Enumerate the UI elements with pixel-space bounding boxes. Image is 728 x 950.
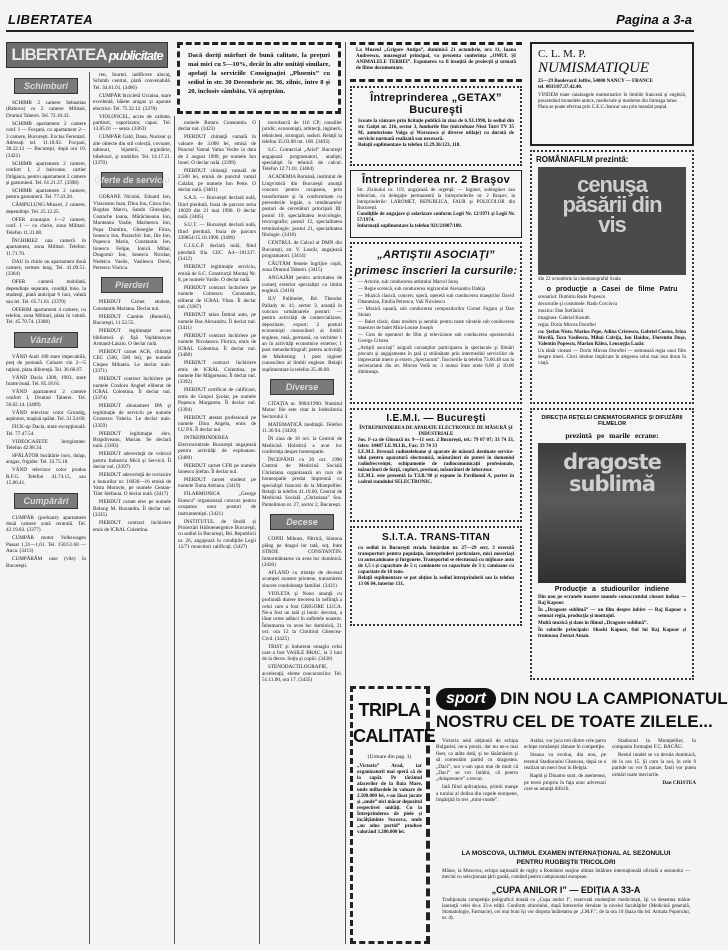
artistii-asociati-ad <box>350 242 522 404</box>
classified-ad: SCHIMB apartament 2 camere conf. I — Focşani, cu apartament 2—3 camere, Bucureşti. Exclus Ferentari. Adresaţi tel. 11.18.92. Focşani, 38.22.12 — Bucureşti, după ora 19. (3422) <box>6 120 86 159</box>
brasov-title: Întreprinderea nr. 2 Braşov <box>361 174 511 186</box>
classified-ad: CITAŢIA nr. 9864/1990. Numitul Motoc Ilie este citat la Judecătoria Sectorului 3. <box>262 401 342 420</box>
classified-ad: STENODACTILOGRAFIE, acceleraţii, eleme concursurilor. Tel. 51.11.00, ora 17. (3435) <box>262 664 342 684</box>
masthead-title: LIBERTATEA <box>11 45 107 64</box>
tripla-continuation: (Urmare din pag. 1) <box>367 754 412 760</box>
numismatique-address: 25—29 Boulevard Joffre, 54000 NANCY — FRANCE <box>538 79 653 84</box>
sport-paragraph: Iată fiind aplicaţiona, primii manşe a turului al doilea din cupele europene, împărţită în trei „mini-runde”. <box>436 784 518 804</box>
tripla-title-line1: TRIPLA <box>358 700 421 720</box>
film-credit: imaginea: Gabriel Kosuth <box>538 316 590 321</box>
film-blurb: Un tânăr cineast — Dorin Mircea Doroftei — semnează regia unui film despre tineri. Cinci destine implicate în alegerea celui mai bun drum în viaţă. <box>538 349 686 366</box>
sport-headline-line2: NOSTRU CEL DE TOATE ZILELE... <box>436 712 713 731</box>
film-title: cenuşa păsării din vis <box>562 172 662 237</box>
cupa-anilor-article <box>436 885 696 922</box>
brasov-body: Str. Zizinului nr. 119, angajează de urgenţă: — Inginer, subinginer sau tehnician, cu delegaţie permanentă la întreprinderile nr. 2 Braşov, la întreprinderile: LAROMET, REPUBLICA, FAUR şi POLICOLOR din Bucureşti. <box>357 188 515 211</box>
classified-ad: CUMPĂR bicicletă Ucraina, stare excelentă, băiete aragaz şi aparate electrice. Tel. 75.32.12. (3378) <box>93 92 171 112</box>
dragoste-body-line: În rolurile principale: Shashi Kapoor, fiul lui Raj Kapoor şi frumoasa Zeenat Aman. <box>538 628 686 639</box>
course-item: — Muzică clasică, concert, operă, operetă sub conducerea maeştrilor David Ohanesian, Emilia Petrescu, Vali Niculescu <box>358 294 514 305</box>
classified-ad: OFER cameră mobilată, dependinţe separate, condiţii bine, la studenţi, plată anticipat 6 luni, valută sau lei. Tel. 65.71.81. (3370) <box>6 279 86 305</box>
brasov-ad <box>350 170 522 238</box>
numismatique-ad <box>530 42 694 146</box>
masthead-subtitle: publicitate <box>108 47 163 63</box>
classified-ad: OFERIM apartament 4 camere, cu telefon, zona Militari, plata în valută. Tel. 45.70.74. (3368) <box>6 306 86 326</box>
classified-ad: PIERDUT adeverinţă de rovizuire a bonurilor nr. 16830—16 emisă de Vatra Moravie, pe numele Cenian-Tiler Stefania. O declar nulă. (3417) <box>93 472 171 498</box>
course-item: — Curs de operatori de film şi televiziune sub conducerea operatorului George Cristea <box>358 333 514 344</box>
film-production: o producţie a Casei de filme Patru <box>546 286 678 293</box>
course-item: — Muzică uşoară, sub conducerea compozitorilor Cornel Fugaru şi Dan Stoian <box>358 307 514 318</box>
iemi-title: I.E.M.I. — Bucureşti <box>386 413 486 424</box>
classified-ad: PIERDUT atestat profesional pe numele Dinu Angela, emis de I.U.P.S. Îl declar nul. <box>178 414 256 434</box>
film-credit: decorurile şi costumele: Radu Corciova <box>538 302 618 307</box>
rugby-subheadline: PENTRU RUGBIŞTII TRICOLORI <box>516 859 616 866</box>
phoenix-ad-text: Dacă doriţi mărfuri de bună calitate, la preţuri mai mici cu 5—10%, decât în alte unităţi similare, apelaţi la serviciile Consignaţiei „Phoenix” cu sediul în str. 30 Decembrie nr. 36, zilnic, între 8 şi 20, inclusiv sâmbăta. Vă aşteptăm. <box>188 52 330 95</box>
column-divider <box>345 42 346 944</box>
classified-ad: VIOLETA şi Nono anunţă cu profundă durere trecerea în nefiinţă a celui care a fost GRIGORE LUCA. Ne-a fost un tată şi bunic devotat, a lăsat urme adânci în sufletele noastre. Înhumarea va avea loc duminică, 21 oct. ora 12 la Cimitirul Ghencea-Civil. (3425) <box>262 590 342 642</box>
tripla-title-line2: CALITATE <box>353 726 436 746</box>
classified-ad: PIERDUT carnet elev pe numele Bolong M. Ruxandra. Îl declar nul. (3335) <box>93 499 171 519</box>
classified-ad: TRIST şi îndurerat omagiu celui care a fost VASILE BRAC, la 3 luni de la deces. Soţia şi copiii. (3436) <box>262 643 342 663</box>
classified-ad: CUMPĂR Gald, Dana, Nuclear şi alte obiecte din stil colecţii, covoare, tablouri, bijuterii, argintărie, bibelouri, şi mobilier. Tel. 14.17.21. (3370) <box>93 134 171 167</box>
getax-ad <box>350 86 522 166</box>
sport-signature: Dan CRISTEA <box>662 779 696 786</box>
rugby-article <box>436 850 696 881</box>
sport-column-3 <box>612 738 696 846</box>
sport-paragraph: Astăzi, vor juca trei dintre cele patru echipe româneşti rămase în competiţie. <box>524 738 606 751</box>
sport-paragraph: Stadionul la Montpellier, în compania formaţiei F.C. BACĂU. <box>612 738 696 751</box>
classified-ad: DAU în chirie un apartament două camere, termen lung. Tel. 41.09.51. (3364) <box>6 258 86 278</box>
classified-ad: morobarcă de 116 CP; consilier juridic, economişti, arhitecţi, inginerii, tehnicieni, strungari, sudori. Relaţii la telefon 35.03.08 int. 168. (3403) <box>262 120 342 146</box>
classified-ad: VÂND televizor color produs R.F.G. Telefon 41.74.15, sau 15.80.41. <box>6 467 86 487</box>
classified-ad: CĂUTĂM femeie îngrijire copil, zona Drumul Taberei. (3415) <box>262 260 342 274</box>
classified-ad: ÎN ziua de 18 oct. la Centrul de Medicină Holistică a avut loc conferinţa despre homeopatie. <box>262 436 342 456</box>
classified-ad: SPĂLĂTOR bucătărie inox, dulap, aragaz, frigider. Tel. 33.75.18. <box>6 453 86 466</box>
classified-ad: S.A.S. — Bucureşti declară nulă, fiind pierdută, foaia de parcurs seria 16039 din 21 mai 1990. O declar nulă. (3405) <box>178 195 256 221</box>
getax-body: Scoate la vânzare prin licitaţie publică în ziua de 6.XI.1990, la sediul din str. Gaiţei nr. 216, sector 3, fondurile fixe (microbuze Nissi Tatri TV 35 M, autoturisme Volga şi Warszawa şi diverse utilaje) cu durată de serviciu normată realizată sau necesară. <box>358 119 514 142</box>
numismatique-phone: tel. 0033/87.37.42.40. <box>538 85 583 90</box>
classified-ad: INTREPRINDEREA Electrocentrale Bucureşti angajează pentru activităţi de exploatare. (3400) <box>178 435 256 461</box>
classified-ad: ÎNCEPÂND cu 20 oct. 1990 Centrul de Medicină Socială Christiana organizează un curs de homeopatie predat împreună cu specialişti francezi de la Montpellier. Relaţii la telefon 41.10.60, Centrul de Medicină Socială „Christiana” Sos. Pantelimon nr. 27, sector 2, Bucureşti. <box>262 457 342 508</box>
classified-ad: PIERDUT chitanţă vamală de 2.500 lei, emisă de punctul vamal Calafat, pe numele Ion Petre. O declar nulă. (3401) <box>178 168 256 194</box>
sport-column-2 <box>524 738 606 846</box>
section-header-vanzari: Vânzări <box>14 332 78 348</box>
sport-paragraph: Victoria netă obţinută de echipa Bulgariei, ne-a prezis, dar nu ne-a mai fiset, ca atâta dată, şi ne lăsămăsim şi să comentăm partid cu dragostea. „Daci”, noi v-am spus mai de mult că „Daci” se vor întâlni, că pentru „doisprezece” a trecut. <box>436 738 518 783</box>
classified-ad: OFER avantajos 1—2 camere, conf. I — cu chirie, zona Militari. Telefon 11.31.08. <box>6 216 86 236</box>
sport-paragraph: Steaua va evolua, din nou, pe terenul Stadionului Ghencea, după ce a realizat un meci bun în Belgia. <box>524 752 606 772</box>
classified-ad: PIERDUT carnet student pe numele Toma Adriana. (3419) <box>178 477 256 490</box>
artistii-title: „ARTIŞTII ASOCIAŢI” <box>377 249 495 261</box>
getax-contact: Relaţii suplimentare la telefon 11.29.36/123, 118. <box>358 143 461 148</box>
rugby-headline: LA MOSCOVA, ULTIMUL EXAMEN INTERNAŢIONAL AL SEZONULUI <box>461 850 671 857</box>
classified-ad: PIERDUT contract închiriere emis de ICRAL Colentina. <box>93 520 171 533</box>
course-item: — Actorie, sub conducerea artistului Marcel Iureş <box>358 280 459 285</box>
classified-ad: PIERDUT contract închiriere pe numele Cobrescu Constantin, eliberat de ICRAL Vitan. Îl declar nul. (3387) <box>178 284 256 311</box>
iemi-address: Sos. F-ca de Glucoză nr. 9—11 sect. 2 Bucureşti, tel.: 79 07 07; 33 74 33, telex: 10487 I.E.M.I.B., Fax: 33 74 33 <box>358 438 514 449</box>
iemi-ad <box>350 408 522 522</box>
section-header-decese: Decese <box>270 514 334 530</box>
newspaper-name: LIBERTATEA <box>8 12 94 27</box>
classified-ad: PIERDUT contract închiriere pe numele Nicolaescu Florica, emis de ICRAL Colentina. Îl declar nul. (3408) <box>178 332 256 359</box>
trans-titan-contact: Relaţii suplimentare se pot obţine la sediul întreprinderii sau la telefon 13 06 84, interior 131. <box>358 576 514 587</box>
dragoste-film-title: dragoste sublimă <box>563 450 661 496</box>
dragoste-body-line: În „Dragoste sublimă” — un film despre iubire — Raj Kapoor a semnat regia, producţia şi montajul. <box>538 608 686 619</box>
dragoste-body-line: Din nou pe ecranele noastre numele consacratului cineast indian — Raj Kapoor. <box>538 595 686 606</box>
artistii-footer: „Artiştii asociaţi” asigură cursanţilor participarea la spectacole şi filmări precum şi angajamente în ţară şi străinătate prin intermediul serviciilor de impresariat intern şi extern „Spectacom”. Înscrierile la telefon 73.60.40 sau la secretariatul din str. Mircea Vodă nr. 3 numai între orele 8.00 şi 10.00 dimineaţa. <box>358 346 514 375</box>
classified-ad: PIERDUT Carnet student, Constantin Mariana. Declar nul. <box>93 299 171 312</box>
classified-ad: VÂND apartament 2 camere confort I, Drumul Taberei. Tel. 50.82.14. (3409) <box>6 388 86 408</box>
classified-ad: PIERDUT adeverinţă de vehicul pentru Industria Mică şi Servicii. Îl declar nul. (3397) <box>93 451 171 471</box>
sport-badge: sport <box>436 688 496 710</box>
tripla-body: „Victoria” Arad, iar organizatorii mai speră că de la capăt. Pe tărâmul afacerilor de la Baia Mare, unde miliardele în valoare de 2.500.000 lei, s-au lăsat jucate şi „unde” nici măcar depozitul respectivei unităţi. Cu la Întreprinderea de piele şi încălţăminte Suceava, unde „au adus partid” produse valorând 3.200.000 lei. <box>357 764 422 835</box>
rugby-cupa-block <box>436 850 696 946</box>
classified-ad: MATEMATICĂ meditaţii. Telefon 11.36.94. (3420) <box>262 421 342 435</box>
film-credit: regia: Dorin Mircea Doroftei <box>538 323 596 328</box>
classified-ad: INSTITUTUL de Studii şi Proiectări Hidroenergetice Bucureşti, cu sediul în Bucureşti, Bd. Republicii nr. 26, angajează în condiţiile Legii 12/71 muncitori calificaţi. (3427) <box>178 518 256 551</box>
classified-ad: GORANE Nicolai, Eduard Ion, Vlasceanu Ioan, Dinu Ion, Ciucu Ion, Bogdan Marcu, Sandu Gheorghe, Costache Ioana, Mărăcineanu Ion, Munteanu Vasile, Marinescu Ion, Popa Dumitru, Gheorghe Flora, Ionescu Ion, Paraschiv Ion, Ilie Ion, Popescu Marin, Constantin Ion, Ionescu Felipe, Ionică Mihai, Dragomir Ion, Ionescu Nicolae, Nedelcu Vasile, Vasilescu Dorel, Petrescu Viorica. <box>93 194 171 271</box>
antipa-museum-ad <box>350 42 522 82</box>
column-divider <box>259 120 260 944</box>
section-header-diverse: Diverse <box>270 379 334 395</box>
trans-titan-body: cu sediul în Bucureşti strada Smârdan nr. 27—29 sect. 3 execută transporturi pentru populaţie, întreprinderi particulare, mici meseriaşi cu autocamioane şi furgonete. Transportul se efectuează cu mijloace auto de 1,5 t şi capacitate de 5 t; camionete cu capacitate de 3 t; camioane cu capacitate de 10 tone. <box>358 546 514 575</box>
classified-ad: PIERDUT legitimaţie serviciu, emisă de S.C. Construcţii Montaj Nr. 8, pe numele Vasile. O declar nulă. <box>178 264 256 283</box>
classified-ad: CENTRUL de Calcul al DMN din Bucureşti, str. V. Lascăr, angajează programatori. (3414) <box>262 240 342 259</box>
numismatique-title: NUMISMATIQUE <box>538 60 650 76</box>
classified-ad: VÂND Dacia 1300, 1983, stare foarte bună. Tel. 85.18.61. <box>6 374 86 387</box>
classifieds-masthead <box>6 42 168 68</box>
phoenix-ad <box>177 42 341 114</box>
course-item: — Regie scenică, sub conducerea regizorului Alexandru Dabija <box>358 287 486 292</box>
artistii-subtitle: primesc înscrieri la cursurile: <box>354 265 518 277</box>
classified-ad: SCHIMB apartament 2 camere, pentru garsonieră. Tel. 77.43.20. <box>6 188 86 201</box>
sport-headline <box>436 688 728 732</box>
classified-ad: CUMPĂR (preluare) apartament două camere zonă centrală. Tel. 42.19.83. (3377) <box>6 514 86 534</box>
section-header-oferte: Oferte de serviciu <box>101 172 163 188</box>
classified-ad: ÎNCHIRIEZ una cameră în apartament, zona Militari. Telefon: 11.71.70. <box>6 237 86 257</box>
classified-ad: SCHIMB apartament 2 camere, confort I, 2 balcoane, cartier Drăgaica, pentru apartament 2 camere şi garsonieră. Tel. 61.21.37. (3398) <box>6 160 86 187</box>
classified-ad: C.I.S.C.P. declară nulă, fiind pierdută fila CEC A4—181337. (3412) <box>178 243 256 263</box>
header-rule <box>6 30 694 32</box>
classified-ad: PIERDUT legitimaţie acces bibliotecă şi fişă Vajdahunyas Armand-Lászlo. O declar nulă. <box>93 328 171 347</box>
numismatique-payment: Plata se poate efectua prin C.E.C./bancar sau prin mandat poştal. <box>538 105 668 110</box>
romaniafilm-presenter: ROMÂNIAFILM prezintă: <box>536 155 629 164</box>
classified-ad: PIERDUT legitimaţie elev, Brapdiveanu, Marian. Se declară nulă. (3393) <box>93 430 171 450</box>
cupa-headline: „CUPA ANILOR I” — EDIŢIA A 33-A <box>491 885 641 895</box>
tripla-calitate-article <box>350 686 436 944</box>
column-divider <box>174 116 175 944</box>
classified-ad: PIERDUT contract închiriere emis de ICRAL Colentina, pe numele Ilie Măgureanu. Îl declar nul. (3392) <box>178 360 256 386</box>
section-header-schimburi: Schimburi <box>14 78 78 94</box>
dragoste-sublima-ad <box>530 408 694 680</box>
classified-ad: PIERDUT abonament IPA şi legitimaţie de serviciu pe numele Grozescu Valeria. Le declar nule. (3359) <box>93 403 171 429</box>
course-item: — Balet clasic, dans modern şi aerobic pentru toate vârstele sub conducerea maestrei de balet Mira-Louise Joseph <box>358 320 514 331</box>
sport-paragraph: Restul rundei se va derula duminică, de la ora 15. Şi cum la noi, în cele 9 partide nu vor fi pauze, fanii vor putea urmări toate meciurile. <box>612 752 696 778</box>
film-credit: scenariul: Dumitru Radu Popescu <box>538 295 606 300</box>
trans-titan-title: S.I.T.A. TRANS-TITAN <box>381 532 491 543</box>
getax-title: Întreprinderea „GETAX” Bucureşti <box>370 92 502 116</box>
trans-titan-ad <box>350 526 522 626</box>
classified-column-4 <box>262 120 342 944</box>
classified-column-1 <box>6 72 86 944</box>
classified-ad: COPIII Mihnea, Pătrică, Simona plâng pe dragul lor tată, soţ, frate STROE CONSTANTIN. Inmormântarea va avea loc duminică. (3430) <box>262 536 342 568</box>
numismatique-company: C. L. M. P. <box>538 48 586 60</box>
cupa-body: Tradiţionala competiţie poligrafică dotată cu „Cupa anilor I”, rezervată studenţilor medicinişti, îşi va desemna mâine laureaţii celei de-a 33-a ediţii. Conform obiceiului, după întrecerile derulate la nivelul facultăţilor (Medicină generală, Stomatologie, Farmacie), cei mai buni îşi vor disputa întâietatea pe „I.M.F.”, de la ora 10 (baza din bd. Armata Poporului, nr. 4). <box>442 898 690 921</box>
classified-ad: VIOLONCEL, acces de calitate, partituri, vaporizator, capac. Tel. 13.85.01 — seara. (3363) <box>93 113 171 133</box>
classified-column-2 <box>93 72 171 944</box>
classified-ad: PIERDUT Cambie (Remeili), Bucureşti, 11.52.55. <box>93 313 171 327</box>
romaniafilm-ad <box>530 150 694 404</box>
sport-paragraph: Rapid şi Dinamo sunt, de asemenea, pe teren propriu în faţa unor adversari care se anunţă dificili. <box>524 773 606 793</box>
sport-headline-line1: DIN NOU LA CAMPIONATUL <box>500 689 728 708</box>
dragoste-presenter: DIRECŢIA REŢELEI CINEMATOGRAFICE ŞI DIFUZĂRII FILMELOR <box>541 415 683 427</box>
classified-ad: VÂND televizor color Grundig, aspirator, maşină spălat. Tel. 31.54.60. <box>6 409 86 423</box>
classified-ad: S.C. Comercial „Ariel” Bucureşti angajează programatori, analişti, specialişti în tehnică de calcul. Telefon 12.71.01. (3404) <box>262 147 342 173</box>
sport-column-1 <box>436 738 518 846</box>
classified-ad: CUMPĂRĂM case (vile) în Bucureşti. <box>6 556 86 569</box>
classified-ad: PIERDUT carnet CFR pe numele Ionescu Ştefan. Îl declar nul. <box>178 462 256 476</box>
dragoste-production: Producţie a studiourilor indiene <box>554 586 670 593</box>
classified-ad: PIERDUT talon Îmtinâ auto, pe numele Bas Alexandru. Îl declar nul. (3411) <box>178 312 256 331</box>
dragoste-presents: prezintă pe marile ecrane: <box>565 431 659 440</box>
classified-ad: ACADEMIA Română, institutul de Lingvistică din Bucureşti anunţă concurs pentru ocuparea, prin transformare şi în conformitate cu prevederile legale, a următoarelor posturi de cercetători principali III: postul 10, specialitatea lexicologie, lexicografie; postul 12, specialitatea terminologie; postul 21, specialitatea filologie. (3410) <box>262 174 342 239</box>
brasov-conditions: Condiţiile de angajare şi salarizare conform Legii Nr. 12/1971 şi Legii Nr. 57/1974. <box>357 212 515 223</box>
iemi-body: I.E.M.I. livrează radiotelefoane şi aparate de măsură destinate service-ului pentru aparatură electronică, măsurători de puteri în domeniul radiofrecvenţei, echipamente de radiocomunicaţii profesionale, măsurători de forţă, cuplori, presiuni, măsurători de laborator. <box>358 450 514 473</box>
rugby-body: Mâine, la Moscova, echipa naţională de rugby a României susţine ultima întâlnire internaţională oficială a sezonului — meciul cu selecţionata ţării gazdă, contând pentru campionatul european. <box>442 869 690 880</box>
classified-ad: S.U.T. — Bucureşti declară nulă, fiind pierdută, foaia de parcurs 339854/15.10.1990. (3406) <box>178 222 256 242</box>
classified-ad: PIERDUT chitanţă vamală în valoare de 3.000 lei, emisă de Punctul Vamal Vama Veche la data de 2 august 1990, pe numele Ion Ionel. O declar nulă. (3399) <box>178 134 256 167</box>
classified-ad: CUMPĂR motor Volkswagen Passat 1,31—1,61. Tel. 150/51.60 — Anca. (3413) <box>6 535 86 555</box>
classified-ad: ANGAJĂM pentru activitatea de comerţ exterior specialişti cu limba engleză. (3416) <box>262 275 342 295</box>
classified-ad: AFLAND cu tristeţe de decesul scumpei noastre prietene, transmitem sincere condoleanţe familiei. (3431) <box>262 569 342 589</box>
iemi-subtitle: ÎNTREPRINDEREA DE APARATE ELECTRONICE DE MĂSURĂ ŞI INDUSTRIALE <box>359 426 513 437</box>
dragoste-poster-image <box>538 443 686 583</box>
film-caption: din 22 octombrie la cinematograful Scala <box>538 277 621 282</box>
section-header-cumparari: Cumpărări <box>14 493 78 509</box>
section-header-pierderi: Pierderi <box>101 277 163 293</box>
classified-ad: ren, Inurtel, iadificere alocuţ, Schimb central, plată convenabilă. Tel. 34.61.01. (3466) <box>93 72 171 91</box>
classified-ad: FILARMONICA „George Enescu” organizează concurs pentru ocuparea unor posturi de instrumentişti. (3421) <box>178 491 256 517</box>
film-poster-image <box>538 167 686 275</box>
classified-ad: numele Rotaru Constantin. O declar nul. (3423) <box>178 120 256 133</box>
brasov-contact: Informaţii suplimentare la telefon 921/21007/180. <box>357 224 463 229</box>
classified-ad: VIDEOCASETE înregistrate. Telefon 42.88.34. <box>6 438 86 451</box>
classified-ad: VÂND Audi 100 stare impecabilă, preţ de pomană. Culoare vin 2—5 raţiuni, plata diferenţă. Tel. 36.66.07. <box>6 353 86 373</box>
classified-ad: PIERDUT carnet ACR, chitanţă CEC (500, 500 lei), pe numele Clopea Mihaela. Le declar nule. (3371) <box>93 348 171 375</box>
classified-ad: PIERDUT certificat de calificare, emis de Grupul Şcolar, pe numele Popescu Margareta. Îl declar nul. (3394) <box>178 387 256 413</box>
classified-ad: FICK-up Dacia, stare excepţională. Tel. 77.47.54. <box>6 424 86 437</box>
film-credit: muzica: Dan Stefănică <box>538 309 584 314</box>
iemi-expo: I.E.M.I. este prezentă la T.I.B.'90 şi expune în Pavilionul A, parter în cadrul standului SELECTRONIC. <box>358 474 514 485</box>
antipa-ad-text: La Muzeul „Grigore Antipa”, duminică 21 octombrie, ora 11, Ioana Andreescu, muzeograf principal, va prezenta conferinţa „OMUL ŞI ANIMALELE TERREI”. Expunerea va fi însoţită de proiecţii şi urmată de filme documentare. <box>356 48 516 71</box>
classified-column-3 <box>178 120 256 944</box>
film-credit: cu: Ştefan Niste, Marius Pepe, Adina Cristescu, Gabriel Costea, Irina Movilă, Tora Vasilescu, Mihai Cafrija, Ion Haiduc, Florentin Duşe, Valentin Popescu, Marian Râlea, Leucoşţia Lazăr. <box>538 330 686 347</box>
column-divider <box>89 72 90 944</box>
numismatique-body: VINDEM toate cataloagele numismatice în limbile franceză şi engleză, prezentând monedele antice, medievale şi moderne din întreaga lume. <box>538 93 686 104</box>
classified-ad: ILV Pullmeier, Bd. Theodor Pallady nr. 41, sector 3, anunţă în concurs următoarele posturi: — pentru activităţi de comercializare, depozitare, export; 2 posturi economişti cunoscători ai limbii engleze, rusă, germană, cu vechime 1 an în activităţi economice externe; 1 post stenodactilograf; pentru activităţi de Marketing: 1 post inginer cunoscător al limbii engleze. Relaţii suplimentare la telefon 25.40.08. <box>262 296 342 373</box>
dragoste-body-line: Multă muzică şi dans în filmul „Dragoste sublimă”. <box>538 621 648 626</box>
classified-ad: CÂMPULUNG-Muscel, 2 camere, dependinţe. Tel. 25.12.25. <box>6 202 86 215</box>
classified-ad: SCHIMB 2 camere Sebastian (Rahova) cu 2 camere Militari, Drumul Taberei. Tel. 72.10.43. <box>6 100 86 119</box>
page-number: Pagina a 3-a <box>616 12 692 27</box>
classified-ad: PIERDUT contract închiriere pe numele Crudoru Anghel eliberat de ICRAL Colentina. Îl declar nul. (3374) <box>93 376 171 402</box>
